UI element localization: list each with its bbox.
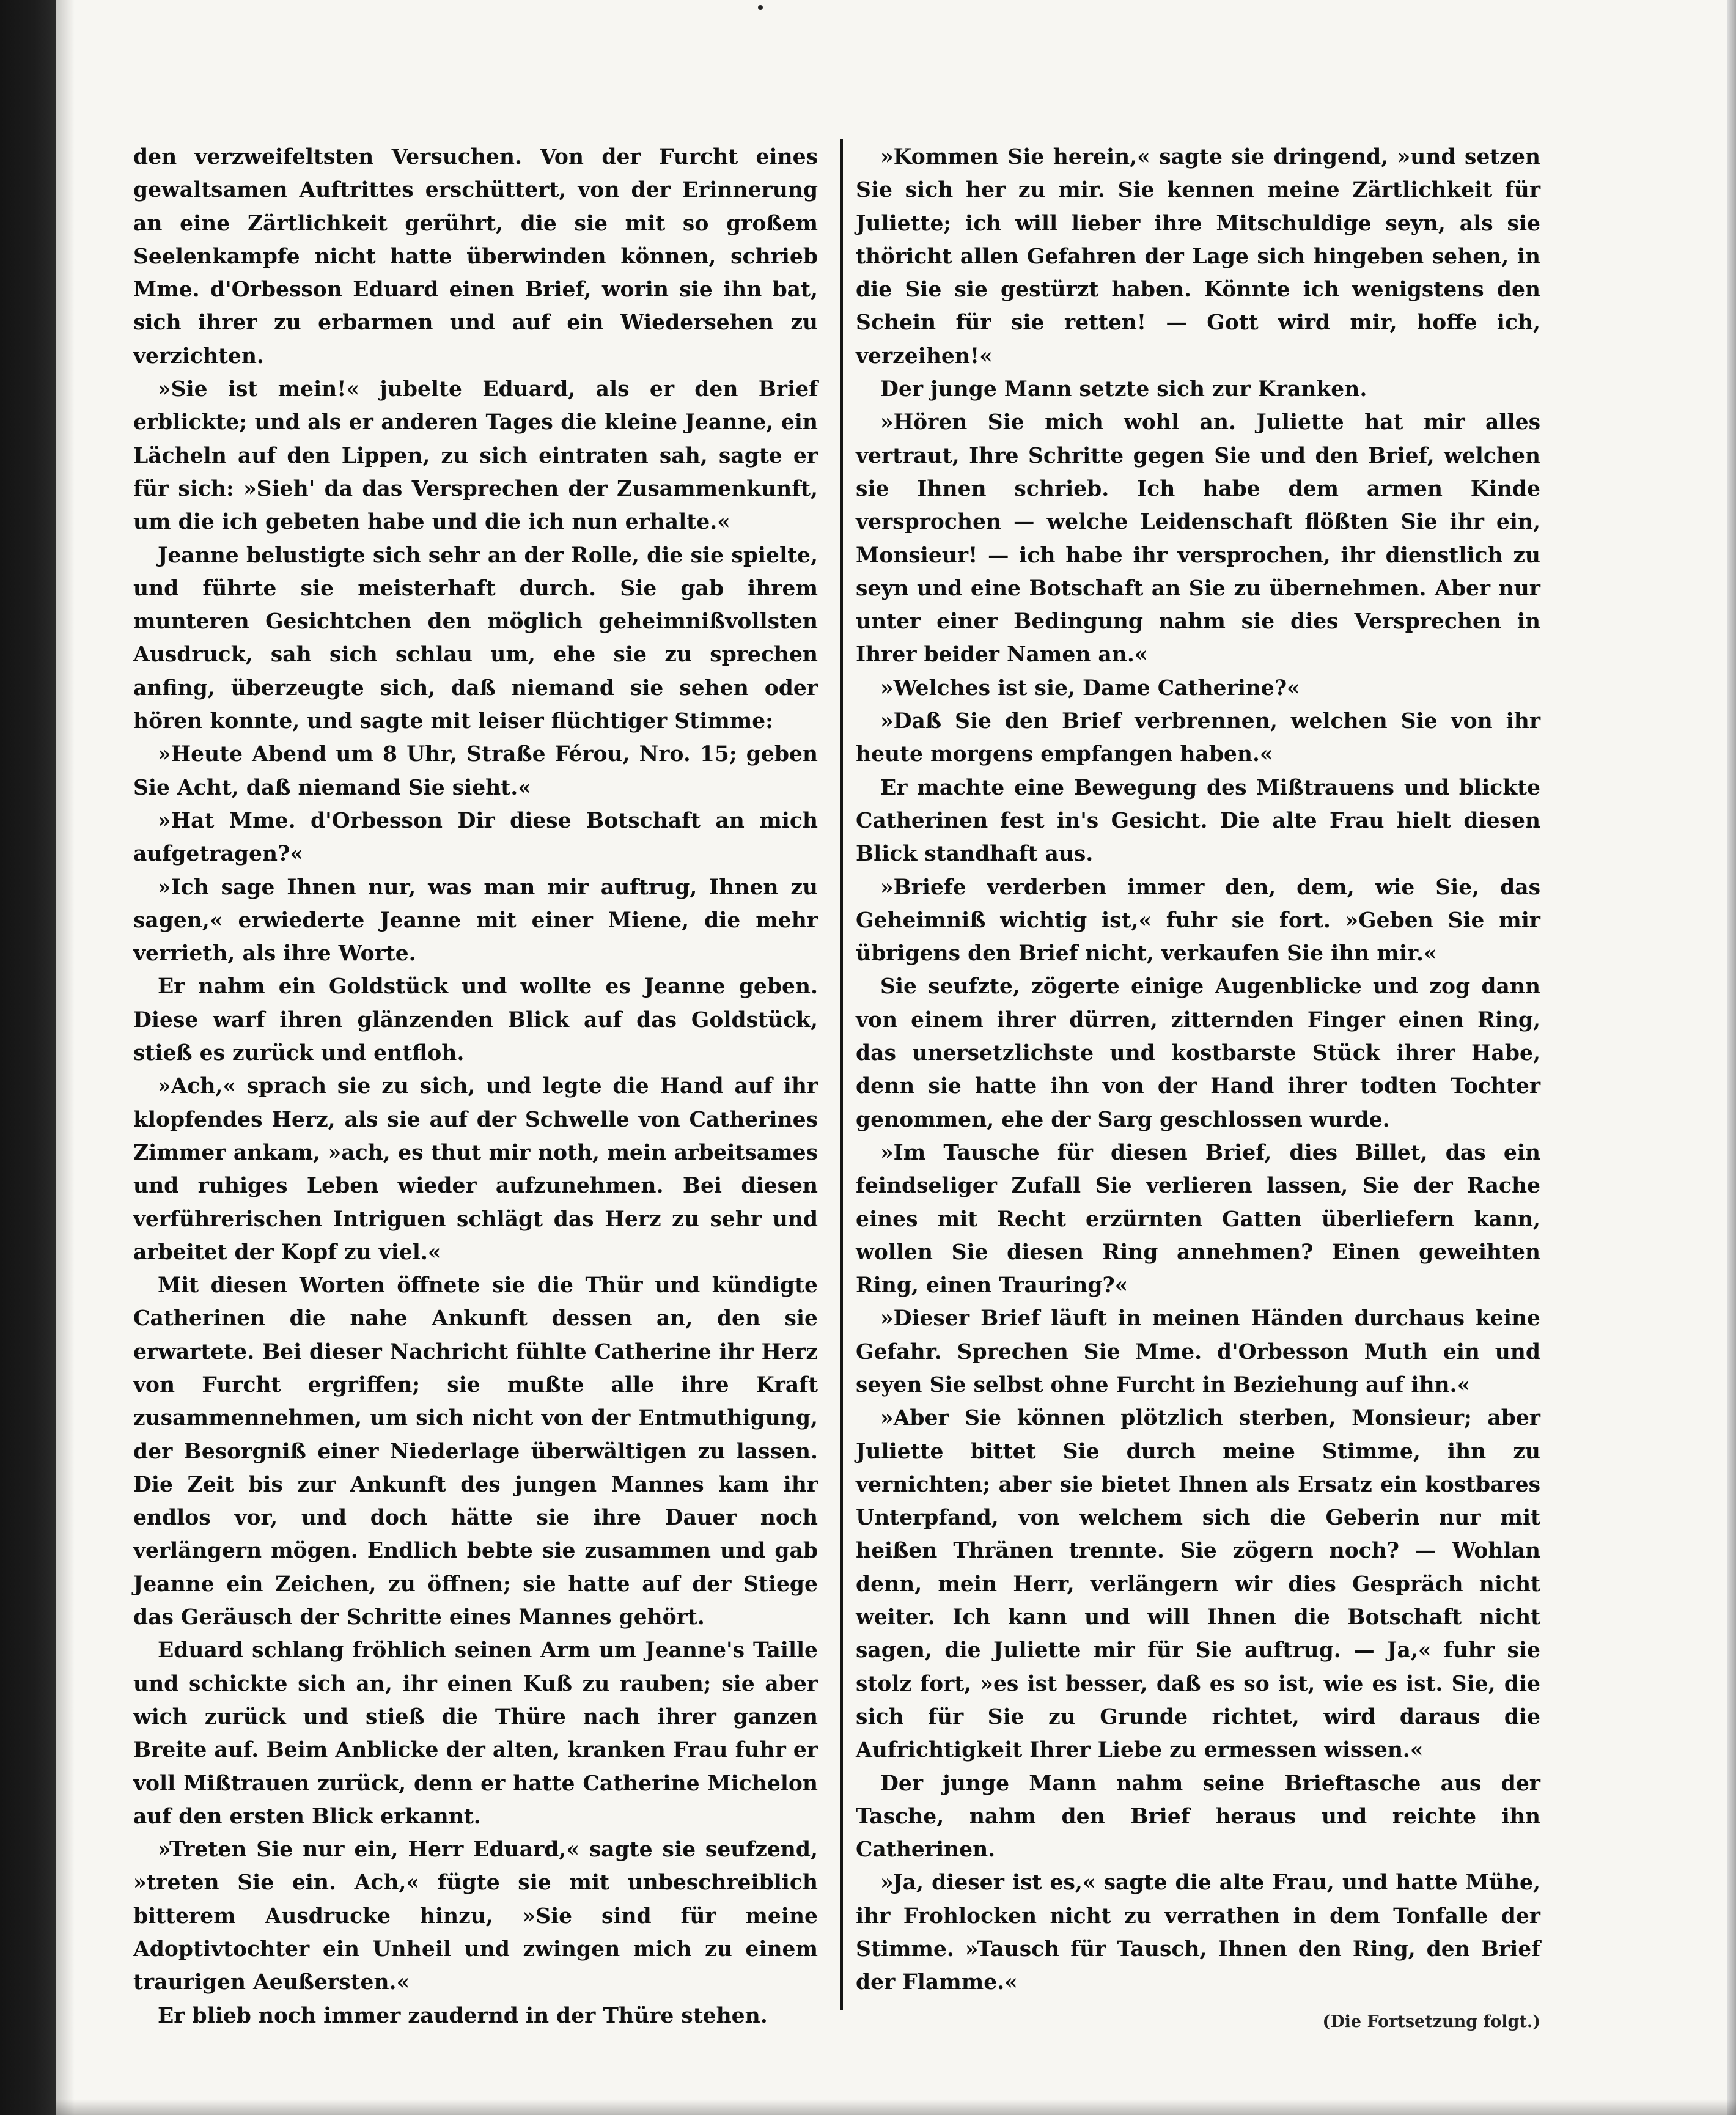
paragraph: »Hat Mme. d'Orbesson Dir diese Botschaft an mich aufgetragen?« — [133, 808, 818, 867]
page-gutter-shadow — [56, 0, 75, 2115]
column-divider-rule — [840, 139, 843, 2010]
paragraph: »Heute Abend um 8 Uhr, Straße Férou, Nro. 15; geben Sie Acht, daß niemand Sie sieht.« — [133, 742, 818, 800]
paragraph: Er nahm ein Goldstück und wollte es Jeanne geben. Diese warf ihren glänzenden Blick auf das Goldstück, stieß es zurück und entfloh. — [133, 974, 818, 1066]
paragraph: »Kommen Sie herein,« sagte sie dringend, »und setzen Sie sich her zu mir. Sie kennen meine Zärtlichkeit für Juliette; ich will lieber ihre Mitschuldige seyn, als sie thöricht allen Gefahren der Lage sich hingeben sehen, in die Sie sie gestürzt haben. Könnte ich wenigstens den Schein für sie retten! — Gott wird mir, hoffe ich, verzeihen!« — [856, 145, 1540, 369]
paragraph: Jeanne belustigte sich sehr an der Rolle, die sie spielte, und führte sie meisterhaft durch. Sie gab ihrem munteren Gesichtchen den möglich geheimnißvollsten Ausdruck, sah sich schlau um, ehe sie zu sprechen anfing, überzeugte sich, daß niemand sie sehen oder hören konnte, und sagte mit leiser flüchtiger Stimme: — [133, 543, 818, 734]
paragraph: »Sie ist mein!« jubelte Eduard, als er den Brief erblickte; und als er anderen Tages die kleine Jeanne, ein Lächeln auf den Lippen, zu sich eintraten sah, sagte er für sich: »Sieh' da das Versprechen der Zusammenkunft, um die ich gebeten habe und die ich nun erhalte.« — [133, 377, 818, 535]
paragraph: den verzweifeltsten Versuchen. Von der Furcht eines gewaltsamen Auftrittes erschüttert, von der Erinnerung an eine Zärtlichkeit gerührt, die sie mit so großem Seelenkampfe nicht hatte überwinden können, schrieb Mme. d'Orbesson Eduard einen Brief, worin sie ihn bat, sich ihrer zu erbarmen und auf ein Wiedersehen zu verzichten. — [133, 145, 818, 369]
book-binding-edge — [0, 0, 56, 2115]
continuation-note: (Die Fortsetzung folgt.) — [1322, 2012, 1540, 2031]
paragraph: »Daß Sie den Brief verbrennen, welchen Sie von ihr heute morgens empfangen haben.« — [856, 709, 1540, 767]
paragraph: »Ach,« sprach sie zu sich, und legte die Hand auf ihr klopfendes Herz, als sie auf der Schwelle von Catherines Zimmer ankam, »ach, es thut mir noth, mein arbeitsames und ruhiges Leben wieder aufzunehmen. Bei diesen verführerischen Intriguen schlägt das Herz zu sehr und arbeitet der Kopf zu viel.« — [133, 1074, 818, 1265]
right-text-column — [856, 141, 1540, 2005]
left-text-column — [133, 141, 818, 2028]
paragraph: »Dieser Brief läuft in meinen Händen durchaus keine Gefahr. Sprechen Sie Mme. d'Orbesson Muth ein und seyen Sie selbst ohne Furcht in Beziehung auf ihn.« — [856, 1306, 1540, 1397]
paragraph: »Ich sage Ihnen nur, was man mir auftrug, Ihnen zu sagen,« erwiederte Jeanne mit einer Miene, die mehr verrieth, als ihre Worte. — [133, 875, 818, 966]
paragraph: »Im Tausche für diesen Brief, dies Billet, das ein feindseliger Zufall Sie verlieren lassen, Sie der Rache eines mit Recht erzürnten Gatten überliefern kann, wollen Sie diesen Ring annehmen? Einen geweihten Ring, einen Trauring?« — [856, 1140, 1540, 1298]
paragraph: »Treten Sie nur ein, Herr Eduard,« sagte sie seufzend, »treten Sie ein. Ach,« fügte sie mit unbeschreiblich bitterem Ausdrucke hinzu, »Sie sind für meine Adoptivtochter ein Unheil und zwingen mich zu einem traurigen Aeußersten.« — [133, 1837, 818, 1995]
paragraph: Eduard schlang fröhlich seinen Arm um Jeanne's Taille und schickte sich an, ihr einen Kuß zu rauben; sie aber wich zurück und stieß die Thüre nach ihrer ganzen Breite auf. Beim Anblicke der alten, kranken Frau fuhr er voll Mißtrauen zurück, denn er hatte Catherine Michelon auf den ersten Blick erkannt. — [133, 1638, 818, 1829]
paragraph: Mit diesen Worten öffnete sie die Thür und kündigte Catherinen die nahe Ankunft dessen an, den sie erwartete. Bei dieser Nachricht fühlte Catherine ihr Herz von Furcht ergriffen; sie mußte alle ihre Kraft zusammennehmen, um sich nicht von der Entmuthigung, der Besorgniß einer Niederlage überwältigen zu lassen. Die Zeit bis zur Ankunft des jungen Mannes kam ihr endlos vor, und doch hätte sie ihre Dauer noch verlängern mögen. Endlich bebte sie zusammen und gab Jeanne ein Zeichen, zu öffnen; sie hatte auf der Stiege das Geräusch der Schritte eines Mannes gehört. — [133, 1273, 818, 1630]
paragraph: »Welches ist sie, Dame Catherine?« — [880, 675, 1300, 701]
paragraph: »Hören Sie mich wohl an. Juliette hat mir alles vertraut, Ihre Schritte gegen Sie und den Brief, welchen sie Ihnen schrieb. Ich habe dem armen Kinde versprochen — welche Leidenschaft flößten Sie ihr ein, Monsieur! — ich habe ihr versprochen, ihr dienstlich zu seyn und eine Botschaft an Sie zu übernehmen. Aber nur unter einer Bedingung nahm sie dies Versprechen in Ihrer beider Namen an.« — [856, 410, 1540, 668]
paragraph: Er machte eine Bewegung des Mißtrauens und blickte Catherinen fest in's Gesicht. Die alte Frau hielt diesen Blick standhaft aus. — [856, 775, 1540, 867]
paragraph: Sie seufzte, zögerte einige Augenblicke und zog dann von einem ihrer dürren, zitternden Finger einen Ring, das unersetzlichste und kostbarste Stück ihrer Habe, denn sie hatte ihn von der Hand ihrer todten Tochter genommen, ehe der Sarg geschlossen wurde. — [856, 974, 1540, 1132]
page-right-edge — [1727, 0, 1736, 2115]
paragraph: Der junge Mann nahm seine Brieftasche aus der Tasche, nahm den Brief heraus und reichte ihn Catherinen. — [856, 1771, 1540, 1863]
paragraph: Er blieb noch immer zaudernd in der Thüre stehen. — [158, 2003, 768, 2028]
paragraph: »Ja, dieser ist es,« sagte die alte Frau, und hatte Mühe, ihr Frohlocken nicht zu verrathen in dem Tonfalle der Stimme. »Tausch für Tausch, Ihnen den Ring, den Brief der Flamme.« — [856, 1870, 1540, 1995]
paragraph: »Aber Sie können plötzlich sterben, Monsieur; aber Juliette bittet Sie durch meine Stimme, ihn zu vernichten; aber sie bietet Ihnen als Ersatz ein kostbares Unterpfand, von welchem sich die Geberin nur mit heißen Thränen trennte. Sie zögern noch? — Wohlan denn, mein Herr, verlängern wir dies Gespräch nicht weiter. Ich kann und will Ihnen die Botschaft nicht sagen, die Juliette mir für Sie auftrug. — Ja,« fuhr sie stolz fort, »es ist besser, daß es so ist, wie es ist. Sie, die sich für Sie zu Grunde richtet, wird daraus die Aufrichtigkeit Ihrer Liebe zu ermessen wissen.« — [856, 1406, 1540, 1763]
paragraph: »Briefe verderben immer den, dem, wie Sie, das Geheimniß wichtig ist,« fuhr sie fort. »Geben Sie mir übrigens den Brief nicht, verkaufen Sie ihn mir.« — [856, 875, 1540, 966]
ink-speck — [758, 5, 763, 10]
page-bottom-edge — [56, 2099, 1736, 2115]
paragraph: Der junge Mann setzte sich zur Kranken. — [880, 377, 1367, 402]
